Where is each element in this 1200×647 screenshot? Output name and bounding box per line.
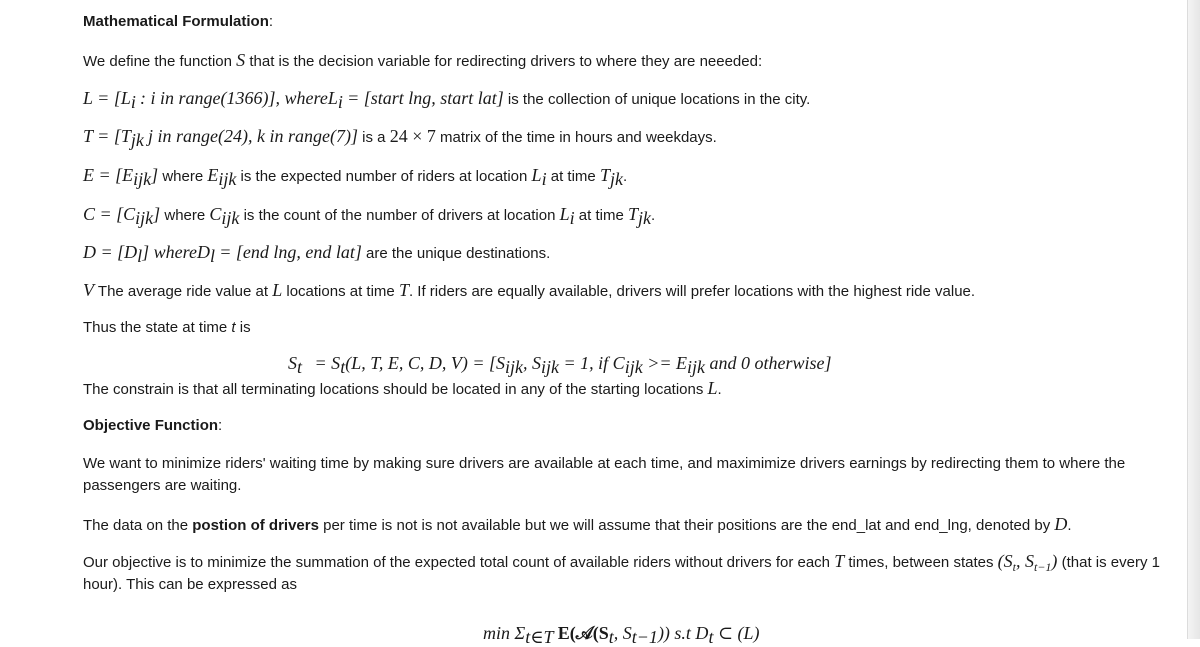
definition-C: $C = [C_{ijk}]$ where $C_{ijk}$ is the count of the number of drivers at location $L_i$ at time $T_{jk}$.: [83, 204, 656, 228]
definition-D: $D = [D_l]$ whereD$_l$ = [end lng, end lat] are the unique destinations.: [83, 242, 551, 266]
state-intro: Thus the state at time t is: [83, 319, 251, 336]
objective-formula: $\min \Sigma_{t\in T}$ $E(𝒜(S_t$, $S_{t-1}$)) s.t $D_t$ ⊂ (L): [483, 623, 760, 647]
objective-paragraph: We want to minimize riders' waiting time by making sure drivers are available at each time, and maximimize drivers earnings by redirecting them to where the passengers are waiting.: [83, 455, 1126, 494]
page-edge: [1187, 0, 1200, 639]
definition-V: V The average ride value at L locations at time T. If riders are equally available, drivers will prefer locations with the highest ride value.: [83, 280, 976, 300]
data-paragraph: The data on the postion of drivers per time is not is not available but we will assume that their positions are the end_lat and end_lng, denoted by D.: [83, 514, 1072, 534]
constraint-paragraph: The constrain is that all terminating locations should be located in any of the starting locations L.: [83, 378, 722, 398]
objective-heading: Objective Function:: [83, 417, 223, 434]
definition-E: $E = [E_{ijk}]$ where $E_{ijk}$ is the expected number of riders at location $L_i$ at time $T_{jk}$.: [83, 165, 628, 189]
intro-paragraph: We define the function S that is the decision variable for redirecting drivers to where they are neeeded:: [83, 50, 763, 70]
definition-T: $T = [T_{jk}$ j in range(24), k in range(7)] is a 24 × 7 matrix of the time in hours and weekdays.: [83, 126, 717, 150]
formulation-heading: Mathematical Formulation:: [83, 13, 274, 30]
definition-L: $L = [L_i$ : i in range(1366)], whereL$_i$ = [start lng, start lat] is the collection of unique locations in the city.: [83, 88, 811, 112]
state-equation: $S_t$ = $S_t(L$, T, E, C, D, $V) = [S_{ijk}$, $S_{ijk} = 1$, if $C_{ijk} >= E_{ijk}$ and 0 otherwise]: [288, 353, 832, 377]
objective-expression-paragraph: Our objective is to minimize the summation of the expected total count of available riders without drivers for each T times, between states ($S_t$, $S_{t-1}$) (that is every 1 hour). This can be expressed as: [83, 551, 1160, 593]
